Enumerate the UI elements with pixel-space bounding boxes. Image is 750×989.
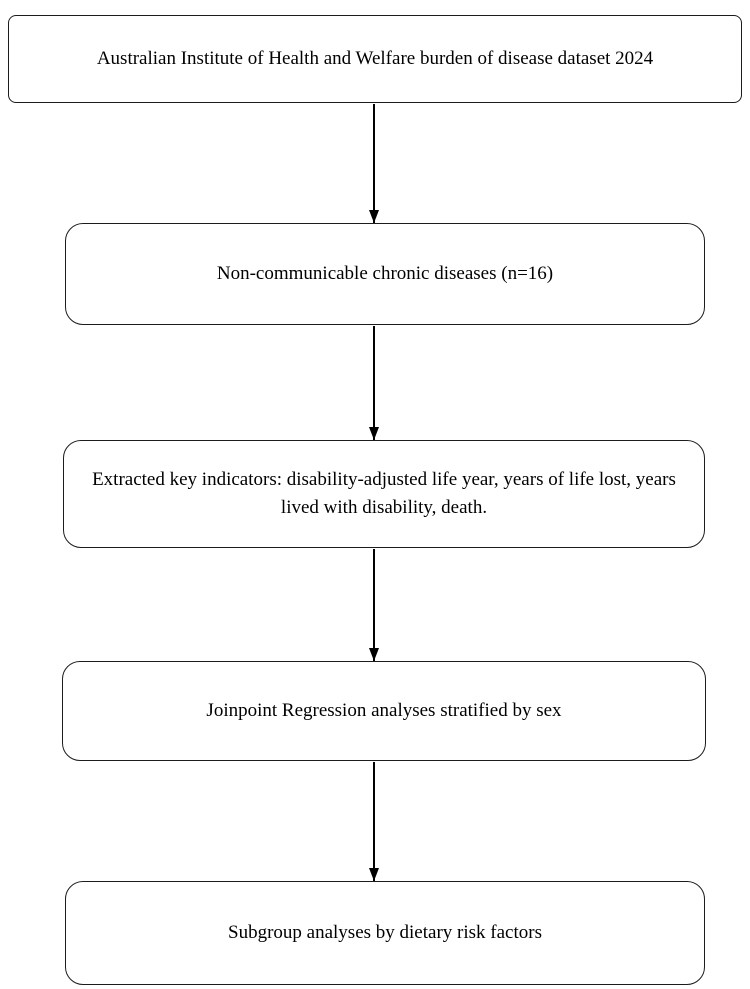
down-arrow-2 (373, 326, 375, 440)
flowchart-node-dataset (8, 15, 742, 103)
down-arrow-4 (373, 762, 375, 881)
flowchart-node-diseases (65, 223, 705, 325)
down-arrow-3 (373, 549, 375, 661)
down-arrow-1 (373, 104, 375, 223)
node-label: Subgroup analyses by dietary risk factors (228, 922, 542, 944)
node-label: Australian Institute of Health and Welfare burden of disease dataset 2024 (96, 48, 654, 70)
node-label: Extracted key indicators: disability-adjusted life year, years of life lost, years lived with disability, death. (92, 469, 676, 518)
node-label: Joinpoint Regression analyses stratified by sex (206, 700, 562, 722)
flowchart-node-indicators (63, 440, 705, 548)
flowchart-node-subgroup (65, 881, 705, 985)
node-label: Non-communicable chronic diseases (n=16) (216, 263, 554, 285)
flowchart-node-joinpoint (62, 661, 706, 761)
